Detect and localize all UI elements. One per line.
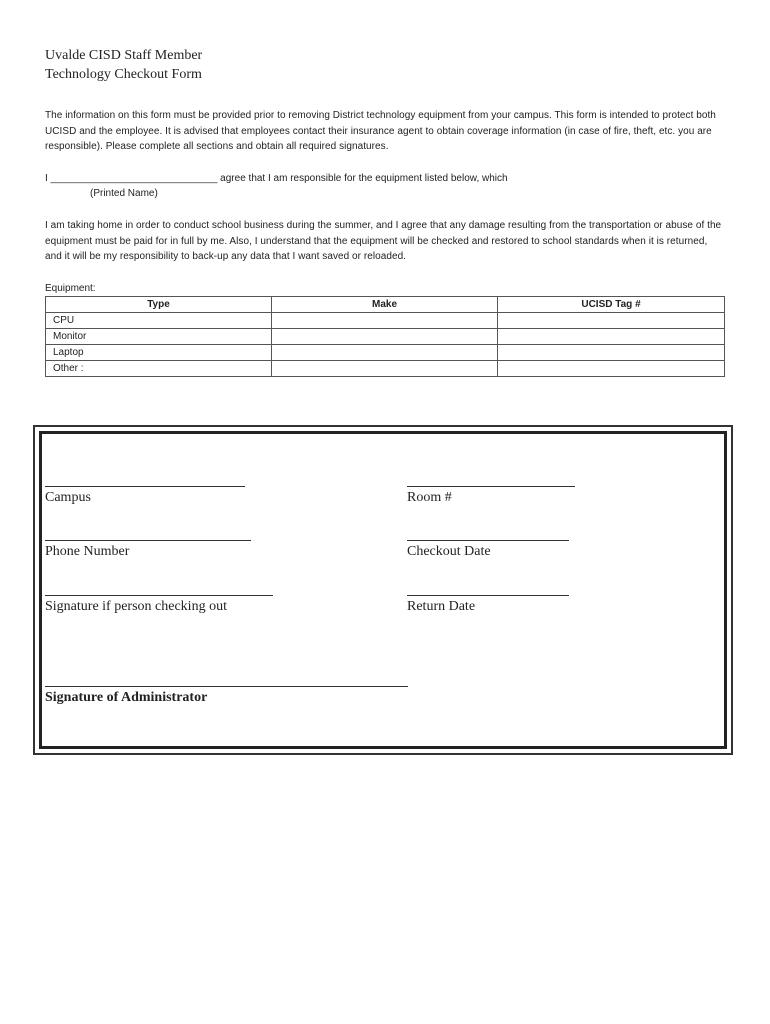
return-date-label: Return Date [407,599,476,614]
table-row [46,329,725,345]
make-cell[interactable] [272,313,498,329]
agreement-paragraph: I am taking home in order to conduct school business during the summer, and I agree that any damage resulting from the transportation or abuse of the equipment must be paid for in full by me. Also, I understand that the equipment will be checked and restored to school standards when it is returned, and it will be my responsibility to back-up any data that I want saved or reloaded. [45,220,722,263]
campus-label: Campus [45,490,91,505]
type-cell: Monitor [46,329,272,345]
equipment-label: Equipment: [45,283,96,294]
title-line-2: Technology Checkout Form [45,67,202,82]
title-line-1: Uvalde CISD Staff Member [45,48,203,63]
type-cell: CPU [46,313,272,329]
tag-cell[interactable] [498,329,725,345]
tag-cell[interactable] [498,361,725,377]
equipment-table [45,296,725,377]
header-type: Type [46,297,272,313]
tag-cell[interactable] [498,345,725,361]
table-header-row [46,297,725,313]
make-cell[interactable] [272,345,498,361]
type-cell: Other : [46,361,272,377]
admin-signature-label: Signature of Administrator [45,690,208,705]
phone-label: Phone Number [45,544,130,559]
intro-paragraph: The information on this form must be provided prior to removing District technology equipment from your campus. This form is intended to protect both UCISD and the employee. It is advised that employees contact their insurance agent to obtain coverage information (in case of fire, theft, etc. you are responsible). Please complete all sections and obtain all required signatures. [45,110,716,153]
make-cell[interactable] [272,329,498,345]
table-row [46,345,725,361]
printed-name-caption: (Printed Name) [90,188,158,199]
admin-signature-line[interactable] [45,686,408,687]
person-signature-label: Signature if person checking out [45,599,227,614]
campus-line[interactable] [45,486,245,487]
checkout-date-label: Checkout Date [407,544,491,559]
header-tag: UCISD Tag # [498,297,725,313]
form-title [45,46,202,84]
room-label: Room # [407,490,452,505]
header-make: Make [272,297,498,313]
make-cell[interactable] [272,361,498,377]
room-line[interactable] [407,486,575,487]
agreement-line: I ______________________________ agree that I am responsible for the equipment listed below, which [45,173,508,184]
phone-line[interactable] [45,540,251,541]
table-row [46,313,725,329]
return-date-line[interactable] [407,595,569,596]
checkout-date-line[interactable] [407,540,569,541]
tag-cell[interactable] [498,313,725,329]
type-cell: Laptop [46,345,272,361]
person-signature-line[interactable] [45,595,273,596]
table-row [46,361,725,377]
